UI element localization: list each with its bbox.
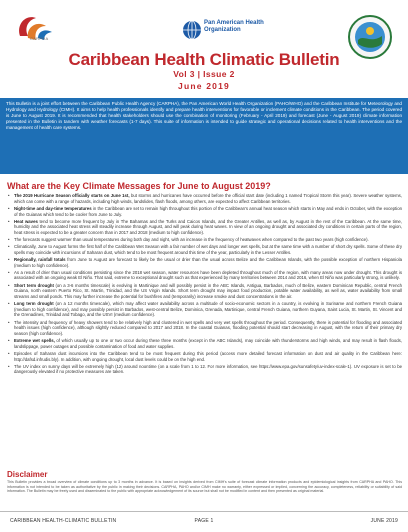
list-item: • Episodes of Saharan dust incursions into the Caribbean tend to be most frequent during this period (access more detailed forecast information on dust and air quality in the Caribbean here: http://dafsd.infrudis.bly). In addition, with ongoing drought, local dust levels could be on the high end. [7,351,402,362]
list-item: • Night-time and day-time temperatures in the Caribbean are set to remain high throughout this portion of the Caribbean's annual heat season which starts in May and ends in October, with the exception of the Guianas which tend to be cooler from June to July. [7,206,402,217]
list-item: • Short term drought (on a 3-6 months timescale) is evolving in Martinique and will possibly persist in the ABC Islands, Antigua, Barbados, much of Belize, eastern Dominican Republic, central French Guiana, north eastern Puerto Rico, St. Martin, Trinidad, and the US Virgin Islands. Short term drought may impact food production, potable water availability, as well as, water availability from small streams and small ponds. This may further increase the potential for bushfires and (temporarily) increase smoke and dust concentrations in the air. [7,283,402,300]
list-item: • The 2019 Hurricane Season officially starts on June 1st, but storms and hurricanes have occurred before the official start date (including 1 named Tropical Storm this year). Severe weather systems, which can come with a range of hazards, including high winds, landslides, flash floods, among others, are expected to affect Caribbean territories. [7,193,402,204]
bulletin-title: Caribbean Health Climatic Bulletin [68,50,340,69]
bulletin-volume: Vol 3 | Issue 2 [173,69,235,79]
bulletin-header [0,0,408,101]
list-item: • Regionally, rainfall totals from June to August are forecast to likely be the usual or drier than the usual across Belize and the Caribbean Islands, with the possible exception of northern Hispaniola (medium to high confidence). [7,257,402,268]
footer-date: JUNE 2019 [370,518,398,524]
list-item: • Long term drought (on a 12 months timescale), which may affect water availability across a multitude of socio-economic sectors in a country, is evolving in Suriname and northern French Guiana (medium to high confidence), and may possibly persist in Barbados, west-central Belize, Dominica, Grenada, Martinique, central French Guiana, northern Guyana, Saint Lucia, St. Martin, St. Vincent and the Grenadines, Trinidad and Tobago, and the USVI (medium confidence). [7,301,402,318]
list-item: • The forecasts suggest warmer than usual temperatures during both day and night, with an increase in the frequency of heatwaves when compared to the past two years (high confidence). [7,237,402,243]
carpha-logo-icon [12,8,58,50]
disclaimer-title: Disclaimer [7,470,48,479]
bulletin-date: June 2019 [178,81,230,91]
intro-paragraph: This Bulletin is a joint effort between the Caribbean Public Health Agency (CARPHA), the Pan American World Health Organization (PAHO/WHO) and the Caribbean Institute for Meteorology and Hydrology and Hydrology (CIMH). It aims to help health professionals identify and prepare health interventions for favorable or inclement climate conditions in the Caribbean. The period covered is June to August 2019. It is recommended that health stakeholders should use the combination of monitoring (February - April 2019) and forecast (June - August 2019) climate information presented in the Bulletin in tandem with weather forecasts (1-7 days). This suite of information is intended to guide strategic and operational decisions related to health interventions and the management of health care systems. [0,98,408,174]
paho-globe-icon [182,20,202,40]
list-item: • Heat waves tend to become more frequent by July in The Bahamas and the Turks and Caicos Islands, and the Greater Antilles, as well as, by August in the rest of the Caribbean. At the same time, humidity and the associated heat stress will steadily increase through August, and will peak during heat waves. In view of an ongoing drought and associated dry conditions in certain parts of the region, heat stress is expected to be a greater concern than in 2017 and 2018 (medium to high confidence). [7,219,402,236]
list-item: • The UV index on sunny days will be extremely high (12) around noontime (on a scale from 1 to 12. For more information, see https://www.epa.gov/sunsafety/uv-index-scale-1). UV exposure is set to be dangerously elevated if no protective measures are taken. [7,364,402,375]
section-title: What are the Key Climate Messages for June to August 2019? [7,181,271,191]
footer-page-number: PAGE 1 [194,518,214,524]
footer-bulletin-name: CARIBBEAN HEALTH-CLIMATIC BULLETIN [10,518,117,524]
list-item: • The intensity and frequency of heavy showers tend to be relatively high and clustered in wet spells and very wet spells throughout the period. Consequently, there is potential for flooding and associated health issues (high confidence), although slightly reduced compared to 2017 and 2018. In the coastal Guianas, flooding potential should start decreasing in August, with the return of their primary dry season (high confidence). [7,320,402,337]
list-item: • Extreme wet spells, of which usually up to one or two occur during these three months (except in the ABC Islands), may coincide with thunderstorms and high winds, and may result in flash floods, landslippage, power outages and possible contamination of food and water supplies. [7,338,402,349]
list-item: • Climatically, June to August forms the first half of the Caribbean Wet Season with a fair number of wet days and longer wet spells, but at the same time with a number of short dry spells. Some of these dry spells may coincide with incursions of Saharan dust, which tend to be most frequent around this time of the year, particularly in the Lesser Antilles. [7,244,402,255]
carpha-label: CARPHA [30,36,49,41]
list-item: • As a result of drier than usual conditions persisting since the 2018 wet season, water resources have been depleted throughout much of the region, with many areas now under drought. This drought is associated with an ongoing weak El Niño. That said, extreme to exceptional drought such as that experienced by many territories between 2014 and 2016, when El Niño was particularly strong, is unlikely. [7,270,402,281]
paho-label: Pan American Health Organization [204,20,264,33]
page-footer [0,511,408,532]
key-messages-list [7,193,402,463]
disclaimer-text: This Bulletin provides a broad overview of climate conditions up to 3 months in advance. It is based on insights derived from CIMH's suite of forecast climate information products and epidemiological insights from CARPHA and PAHO. This information is not intended to be taken as authoritative by the public in making their decisions. CARPHA, PAHO and/or CIMH make no warranty, either expressed or implied, concerning the accuracy, completeness, reliability or suitability of said information. The Bulletin may be freely used and disseminated to the public with appropriate acknowledgement of its source but shall not be modified in content and then presented as original material. [7,480,402,494]
